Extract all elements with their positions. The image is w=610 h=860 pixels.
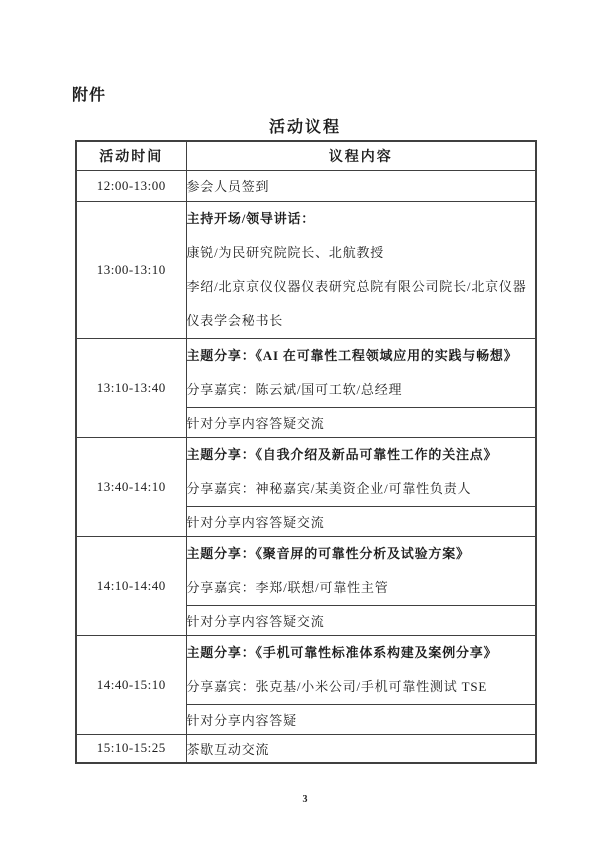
agenda-table-container: [75, 140, 537, 764]
table-row-opening: [76, 201, 536, 338]
page-number: 3: [302, 794, 308, 805]
time-cell: 14:40-15:10: [76, 635, 186, 734]
session-guest: 分享嘉宾：张克基/小米公司/手机可靠性测试 TSE: [186, 678, 488, 694]
content-cell-session-1: [186, 338, 536, 407]
content-cell-session-2: [186, 437, 536, 506]
attachment-label: 附件: [72, 87, 107, 104]
content-cell-tea-break: 茶歇互动交流: [186, 734, 536, 763]
opening-heading: 主持开场/领导讲话：: [186, 210, 316, 226]
agenda-table: [75, 140, 537, 764]
table-row-tea-break: [76, 734, 536, 763]
column-header-content: 议程内容: [186, 141, 536, 170]
session-topic: 主题分享：《聚音屏的可靠性分析及试验方案》: [186, 545, 470, 561]
session-guest: 分享嘉宾：李郑/联想/可靠性主管: [186, 579, 389, 595]
session-topic: 主题分享：《AI 在可靠性工程领域应用的实践与畅想》: [186, 347, 518, 363]
time-cell: 14:10-14:40: [76, 536, 186, 635]
session-guest: 分享嘉宾：陈云斌/国可工软/总经理: [186, 381, 403, 397]
table-row-session-4: [76, 635, 536, 704]
column-header-time: 活动时间: [76, 141, 186, 170]
session-qa: 针对分享内容答疑交流: [186, 605, 536, 635]
opening-speaker-2: 李绍/北京京仪仪器仪表研究总院有限公司院长/北京仪器仪表学会秘书长: [186, 278, 527, 328]
content-cell-signin: 参会人员签到: [186, 170, 536, 201]
session-qa: 针对分享内容答疑: [186, 704, 536, 734]
session-guest: 分享嘉宾：神秘嘉宾/某美资企业/可靠性负责人: [186, 480, 472, 496]
table-header-row: [76, 141, 536, 170]
time-cell: 12:00-13:00: [76, 170, 186, 201]
session-qa: 针对分享内容答疑交流: [186, 407, 536, 437]
time-cell: 13:00-13:10: [76, 201, 186, 338]
content-cell-session-4: [186, 635, 536, 704]
session-topic: 主题分享：《手机可靠性标准体系构建及案例分享》: [186, 644, 498, 660]
table-row-session-2: [76, 437, 536, 506]
table-row-session-3: [76, 536, 536, 605]
content-cell-opening: [186, 201, 536, 338]
session-topic: 主题分享：《自我介绍及新品可靠性工作的关注点》: [186, 446, 498, 462]
opening-speaker-1: 康锐/为民研究院院长、北航教授: [186, 244, 385, 260]
time-cell: 15:10-15:25: [76, 734, 186, 763]
time-cell: 13:40-14:10: [76, 437, 186, 536]
session-qa: 针对分享内容答疑交流: [186, 506, 536, 536]
page-title: 活动议程: [268, 119, 341, 136]
table-row-session-1: [76, 338, 536, 407]
table-row-signin: [76, 170, 536, 201]
content-cell-session-3: [186, 536, 536, 605]
time-cell: 13:10-13:40: [76, 338, 186, 437]
